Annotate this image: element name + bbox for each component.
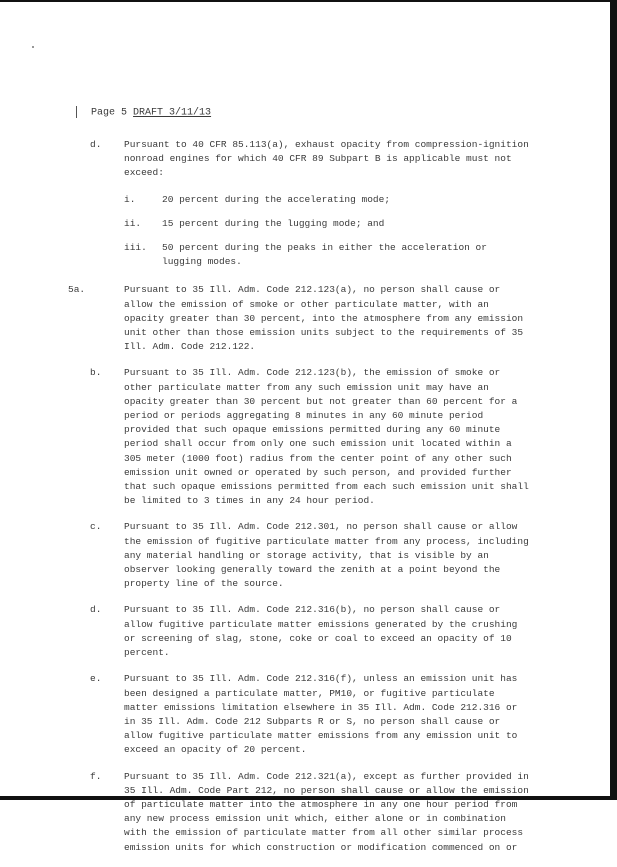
paragraph-text: Pursuant to 35 Ill. Adm. Code 212.321(a), except as further provided in 35 Ill. Adm. Code Part 212, no person shall cause or allow the emission of particulate matter into the atmosphere in any one hour period from any new process emission unit which, either alone or in combination with the emission of particulate matter from all other similar process emission units for which construction or modification commenced on or xyxy=(124,770,529,853)
paragraph-text: Pursuant to 35 Ill. Adm. Code 212.123(b), the emission of smoke or other particulate matter from any such emission unit may have an opacity greater than 30 percent but not greater than 60 percent for a period or periods aggregating 8 minutes in any 60 minute period provided that such opaque emissions permitted during any 60 minute period shall occur from only one such emission unit located within a 305 meter (1000 foot) radius from the center point of any other such emission unit owned or operated by such person, and provided further that such opaque emissions permitted from each such emission unit shall be limited to 3 times in any 24 hour period. xyxy=(124,367,529,507)
subitem-iii xyxy=(124,241,530,269)
subitem-text: 15 percent during the lugging mode; and xyxy=(162,217,385,229)
paragraph-text: Pursuant to 35 Ill. Adm. Code 212.123(a), no person shall cause or allow the emission of smoke or other particulate matter, with an opacity greater than 30 percent, into the atmosphere from any emission unit other than those emission units subject to the requirements of 35 Ill. Adm. Code 212.122. xyxy=(124,284,524,353)
paragraph-b xyxy=(90,366,530,508)
document-body xyxy=(68,138,530,867)
paragraph-text: Pursuant to 40 CFR 85.113(a), exhaust opacity from compression-ignition nonroad engines for which 40 CFR 89 Subpart B is applicable must not exceed: xyxy=(124,139,529,179)
page-number: Page 5 xyxy=(91,107,128,119)
paragraph-label: e. xyxy=(90,673,102,685)
paragraph-label: f. xyxy=(90,770,102,782)
draft-date: DRAFT 3/11/13 xyxy=(133,107,212,119)
scan-border-top xyxy=(0,0,617,2)
subitem-label: i. xyxy=(124,193,136,205)
paragraph-c xyxy=(90,520,530,591)
paragraph-label: 5a. xyxy=(68,284,86,296)
subitem-label: ii. xyxy=(124,217,142,229)
paragraph-5a xyxy=(68,283,530,354)
paragraph-d-fugitive xyxy=(90,603,530,660)
header-bar xyxy=(76,106,77,118)
paragraph-label: d. xyxy=(90,604,102,616)
paragraph-label: d. xyxy=(90,139,102,150)
paragraph-label: b. xyxy=(90,367,102,379)
paragraph-label: c. xyxy=(90,521,102,533)
scan-border-right xyxy=(610,0,617,800)
subitem-text: 20 percent during the accelerating mode; xyxy=(162,193,391,205)
page-header xyxy=(76,106,211,119)
subitem-text: 50 percent during the peaks in either the acceleration or lugging modes. xyxy=(162,242,487,268)
paragraph-e xyxy=(90,672,530,757)
subitem-ii xyxy=(124,217,530,231)
subitem-label: iii. xyxy=(124,242,147,254)
paragraph-f xyxy=(90,770,530,855)
subitem-i xyxy=(124,193,530,207)
paragraph-text: Pursuant to 35 Ill. Adm. Code 212.301, no person shall cause or allow the emission of fugitive particulate matter from any process, including any material handling or storage activity, that is visible by an observer looking generally toward the zenith at a point beyond the property line of the source. xyxy=(124,521,529,590)
paragraph-d-opacity xyxy=(90,138,530,181)
paragraph-text: Pursuant to 35 Ill. Adm. Code 212.316(b), no person shall cause or allow fugitive particulate matter emissions generated by the crushing or screening of slag, stone, coke or coal to exceed an opacity of 10 percent. xyxy=(124,604,518,659)
paragraph-text: Pursuant to 35 Ill. Adm. Code 212.316(f), unless an emission unit has been designed a particulate matter, PM10, or fugitive particulate matter emissions limitation elsewhere in 35 Ill. Adm. Code 212.316 or in 35 Ill. Adm. Code 212 Subparts R or S, no person shall cause or allow fugitive particulate matter emissions from any emission unit to exceed an opacity of 20 percent. xyxy=(124,673,518,756)
scan-speck xyxy=(32,46,34,48)
